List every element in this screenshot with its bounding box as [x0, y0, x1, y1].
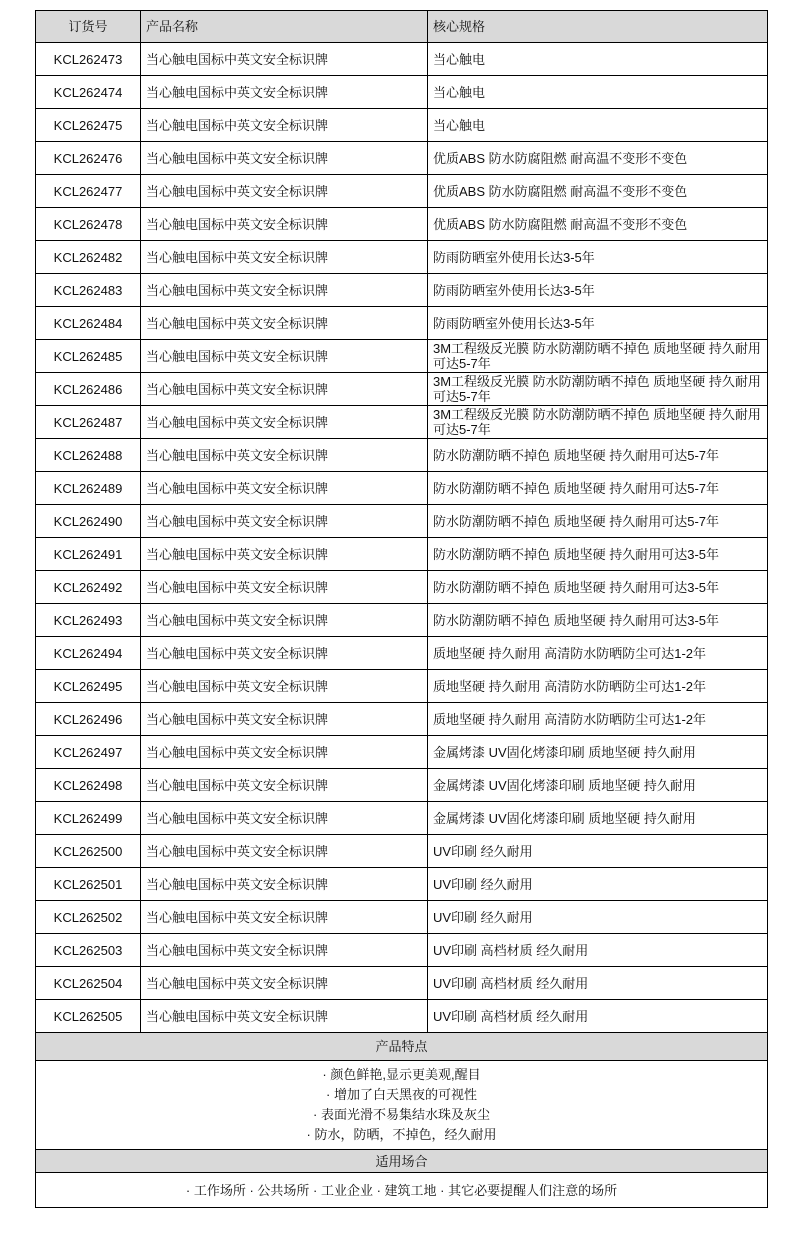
- product-name-cell: 当心触电国标中英文安全标识牌: [141, 604, 428, 637]
- spec-cell: 防雨防晒室外使用长达3-5年: [428, 307, 768, 340]
- table-row: [36, 769, 768, 802]
- product-features-row: [36, 1061, 768, 1150]
- table-row: [36, 76, 768, 109]
- order-number-cell: KCL262476: [36, 142, 141, 175]
- occasions-header: 适用场合: [36, 1150, 768, 1173]
- spec-cell: 优质ABS 防水防腐阻燃 耐高温不变形不变色: [428, 142, 768, 175]
- order-number-cell: KCL262495: [36, 670, 141, 703]
- occasions-text-row: [36, 1173, 768, 1208]
- table-row: [36, 175, 768, 208]
- order-number-cell: KCL262477: [36, 175, 141, 208]
- table-row: [36, 241, 768, 274]
- order-number-cell: KCL262489: [36, 472, 141, 505]
- column-header-order-number: 订货号: [36, 11, 141, 43]
- order-number-cell: KCL262482: [36, 241, 141, 274]
- table-header: [36, 11, 768, 43]
- table-row: [36, 571, 768, 604]
- product-name-cell: 当心触电国标中英文安全标识牌: [141, 1000, 428, 1033]
- spec-cell: 防水防潮防晒不掉色 质地坚硬 持久耐用可达3-5年: [428, 538, 768, 571]
- product-name-cell: 当心触电国标中英文安全标识牌: [141, 868, 428, 901]
- product-name-cell: 当心触电国标中英文安全标识牌: [141, 670, 428, 703]
- table-row: [36, 307, 768, 340]
- product-name-cell: 当心触电国标中英文安全标识牌: [141, 835, 428, 868]
- product-name-cell: 当心触电国标中英文安全标识牌: [141, 538, 428, 571]
- order-number-cell: KCL262478: [36, 208, 141, 241]
- spec-cell: UV印刷 经久耐用: [428, 835, 768, 868]
- product-name-cell: 当心触电国标中英文安全标识牌: [141, 736, 428, 769]
- product-name-cell: 当心触电国标中英文安全标识牌: [141, 406, 428, 439]
- order-number-cell: KCL262496: [36, 703, 141, 736]
- spec-cell: 防雨防晒室外使用长达3-5年: [428, 274, 768, 307]
- spec-cell: 3M工程级反光膜 防水防潮防晒不掉色 质地坚硬 持久耐用可达5-7年: [428, 340, 768, 373]
- product-name-cell: 当心触电国标中英文安全标识牌: [141, 307, 428, 340]
- product-name-cell: 当心触电国标中英文安全标识牌: [141, 43, 428, 76]
- product-name-cell: 当心触电国标中英文安全标识牌: [141, 802, 428, 835]
- spec-cell: 金属烤漆 UV固化烤漆印刷 质地坚硬 持久耐用: [428, 769, 768, 802]
- table-row: [36, 505, 768, 538]
- spec-cell: 3M工程级反光膜 防水防潮防晒不掉色 质地坚硬 持久耐用可达5-7年: [428, 406, 768, 439]
- order-number-cell: KCL262504: [36, 967, 141, 1000]
- product-features-header: 产品特点: [36, 1033, 768, 1061]
- table-row: [36, 373, 768, 406]
- order-number-cell: KCL262499: [36, 802, 141, 835]
- product-name-cell: 当心触电国标中英文安全标识牌: [141, 703, 428, 736]
- spec-cell: UV印刷 高档材质 经久耐用: [428, 967, 768, 1000]
- order-number-cell: KCL262484: [36, 307, 141, 340]
- occasions-text: · 工作场所 · 公共场所 · 工业企业 · 建筑工地 · 其它必要提醒人们注意的场所: [36, 1173, 768, 1208]
- spec-cell: 质地坚硬 持久耐用 高清防水防晒防尘可达1-2年: [428, 637, 768, 670]
- spec-cell: 防雨防晒室外使用长达3-5年: [428, 241, 768, 274]
- column-header-product-name: 产品名称: [141, 11, 428, 43]
- table-row: [36, 1000, 768, 1033]
- product-name-cell: 当心触电国标中英文安全标识牌: [141, 241, 428, 274]
- table-row: [36, 901, 768, 934]
- product-name-cell: 当心触电国标中英文安全标识牌: [141, 142, 428, 175]
- table-row: [36, 439, 768, 472]
- order-number-cell: KCL262498: [36, 769, 141, 802]
- order-number-cell: KCL262488: [36, 439, 141, 472]
- table-row: [36, 967, 768, 1000]
- table-row: [36, 670, 768, 703]
- table-row: [36, 736, 768, 769]
- product-name-cell: 当心触电国标中英文安全标识牌: [141, 967, 428, 1000]
- table-row: [36, 208, 768, 241]
- column-header-core-spec: 核心规格: [428, 11, 768, 43]
- order-number-cell: KCL262497: [36, 736, 141, 769]
- product-features-header-row: [36, 1033, 768, 1061]
- order-number-cell: KCL262486: [36, 373, 141, 406]
- product-name-cell: 当心触电国标中英文安全标识牌: [141, 472, 428, 505]
- spec-cell: 优质ABS 防水防腐阻燃 耐高温不变形不变色: [428, 175, 768, 208]
- table-row: [36, 43, 768, 76]
- product-features-list: [36, 1061, 768, 1150]
- product-name-cell: 当心触电国标中英文安全标识牌: [141, 439, 428, 472]
- order-number-cell: KCL262501: [36, 868, 141, 901]
- spec-cell: UV印刷 高档材质 经久耐用: [428, 1000, 768, 1033]
- spec-cell: 金属烤漆 UV固化烤漆印刷 质地坚硬 持久耐用: [428, 802, 768, 835]
- table-row: [36, 835, 768, 868]
- spec-cell: UV印刷 经久耐用: [428, 868, 768, 901]
- order-number-cell: KCL262503: [36, 934, 141, 967]
- spec-cell: 防水防潮防晒不掉色 质地坚硬 持久耐用可达5-7年: [428, 472, 768, 505]
- order-number-cell: KCL262502: [36, 901, 141, 934]
- product-name-cell: 当心触电国标中英文安全标识牌: [141, 175, 428, 208]
- product-name-cell: 当心触电国标中英文安全标识牌: [141, 505, 428, 538]
- spec-cell: 防水防潮防晒不掉色 质地坚硬 持久耐用可达3-5年: [428, 604, 768, 637]
- order-number-cell: KCL262487: [36, 406, 141, 439]
- spec-cell: 金属烤漆 UV固化烤漆印刷 质地坚硬 持久耐用: [428, 736, 768, 769]
- spec-cell: 3M工程级反光膜 防水防潮防晒不掉色 质地坚硬 持久耐用可达5-7年: [428, 373, 768, 406]
- table-row: [36, 142, 768, 175]
- order-number-cell: KCL262474: [36, 76, 141, 109]
- spec-cell: 当心触电: [428, 109, 768, 142]
- product-name-cell: 当心触电国标中英文安全标识牌: [141, 340, 428, 373]
- table-body: [36, 43, 768, 1033]
- spec-cell: 质地坚硬 持久耐用 高清防水防晒防尘可达1-2年: [428, 703, 768, 736]
- product-name-cell: 当心触电国标中英文安全标识牌: [141, 373, 428, 406]
- order-number-cell: KCL262505: [36, 1000, 141, 1033]
- spec-cell: 防水防潮防晒不掉色 质地坚硬 持久耐用可达5-7年: [428, 505, 768, 538]
- header-row: [36, 11, 768, 43]
- table-row: [36, 538, 768, 571]
- occasions-header-row: [36, 1150, 768, 1173]
- product-name-cell: 当心触电国标中英文安全标识牌: [141, 76, 428, 109]
- order-number-cell: KCL262492: [36, 571, 141, 604]
- product-name-cell: 当心触电国标中英文安全标识牌: [141, 571, 428, 604]
- order-number-cell: KCL262475: [36, 109, 141, 142]
- product-name-cell: 当心触电国标中英文安全标识牌: [141, 769, 428, 802]
- product-name-cell: 当心触电国标中英文安全标识牌: [141, 208, 428, 241]
- table-row: [36, 868, 768, 901]
- order-number-cell: KCL262483: [36, 274, 141, 307]
- feature-item: · 防水，防晒，不掉色，经久耐用: [306, 1127, 497, 1142]
- order-number-cell: KCL262485: [36, 340, 141, 373]
- product-name-cell: 当心触电国标中英文安全标识牌: [141, 274, 428, 307]
- table-row: [36, 472, 768, 505]
- table-row: [36, 934, 768, 967]
- spec-cell: 防水防潮防晒不掉色 质地坚硬 持久耐用可达3-5年: [428, 571, 768, 604]
- order-number-cell: KCL262491: [36, 538, 141, 571]
- order-number-cell: KCL262500: [36, 835, 141, 868]
- table-row: [36, 109, 768, 142]
- order-number-cell: KCL262490: [36, 505, 141, 538]
- product-name-cell: 当心触电国标中英文安全标识牌: [141, 934, 428, 967]
- order-number-cell: KCL262493: [36, 604, 141, 637]
- product-name-cell: 当心触电国标中英文安全标识牌: [141, 109, 428, 142]
- spec-cell: UV印刷 经久耐用: [428, 901, 768, 934]
- feature-item: · 颜色鲜艳,显示更美观,醒目: [322, 1067, 481, 1082]
- spec-cell: 当心触电: [428, 76, 768, 109]
- spec-cell: 当心触电: [428, 43, 768, 76]
- product-table: [35, 10, 768, 1208]
- table-row: [36, 274, 768, 307]
- order-number-cell: KCL262494: [36, 637, 141, 670]
- spec-cell: 优质ABS 防水防腐阻燃 耐高温不变形不变色: [428, 208, 768, 241]
- table-row: [36, 703, 768, 736]
- spec-cell: UV印刷 高档材质 经久耐用: [428, 934, 768, 967]
- order-number-cell: KCL262473: [36, 43, 141, 76]
- info-sections: [36, 1033, 768, 1208]
- table-row: [36, 637, 768, 670]
- spec-cell: 防水防潮防晒不掉色 质地坚硬 持久耐用可达5-7年: [428, 439, 768, 472]
- spec-cell: 质地坚硬 持久耐用 高清防水防晒防尘可达1-2年: [428, 670, 768, 703]
- table-row: [36, 340, 768, 373]
- table-row: [36, 604, 768, 637]
- table-row: [36, 406, 768, 439]
- feature-item: · 表面光滑不易集结水珠及灰尘: [313, 1107, 490, 1122]
- table-row: [36, 802, 768, 835]
- product-name-cell: 当心触电国标中英文安全标识牌: [141, 901, 428, 934]
- product-name-cell: 当心触电国标中英文安全标识牌: [141, 637, 428, 670]
- feature-item: · 增加了白天黑夜的可视性: [326, 1087, 477, 1102]
